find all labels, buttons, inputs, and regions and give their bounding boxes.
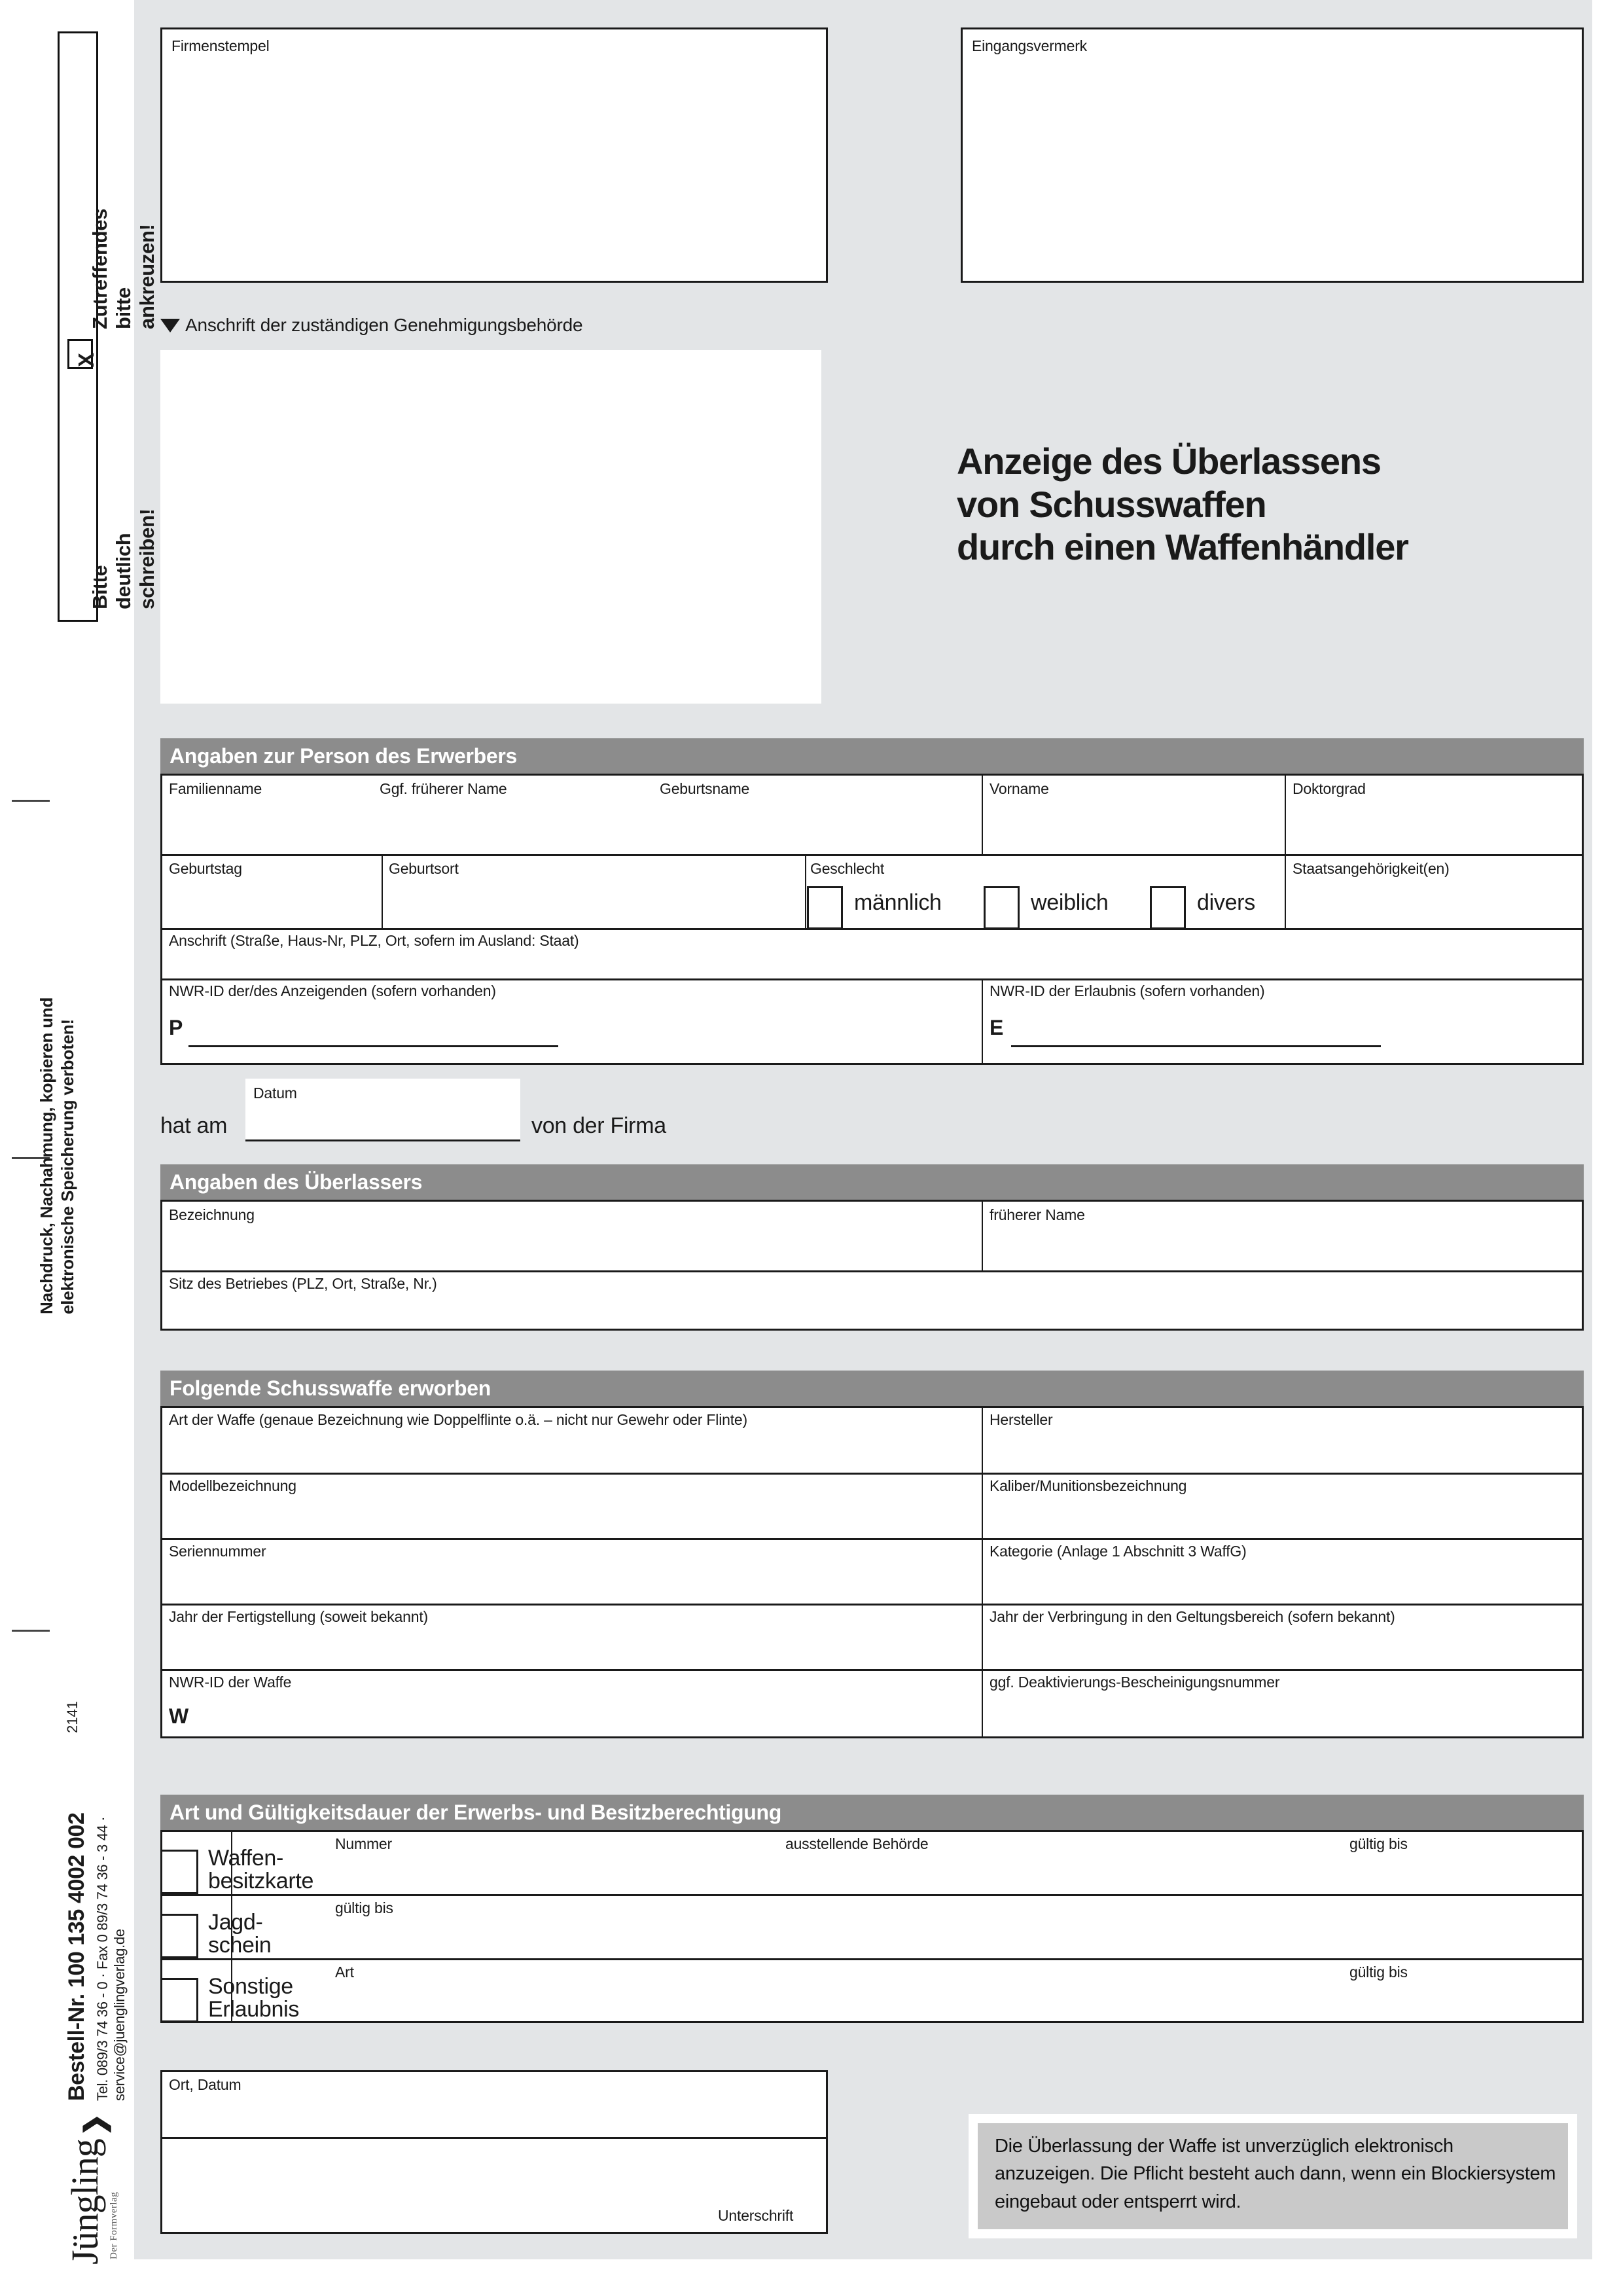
label-jahr-verbringung: Jahr der Verbringung in den Geltungsbereich (sofern bekannt) xyxy=(990,1608,1395,1625)
label-unterschrift: Unterschrift xyxy=(718,2207,794,2224)
label-sonstige-erlaubnis xyxy=(208,1975,299,2021)
x-mark-icon: X xyxy=(74,352,98,367)
label-geburtsname: Geburtsname xyxy=(660,780,750,797)
copyright-line-2: elektronische Speicherung verboten! xyxy=(57,1018,77,1314)
label-sitz-betrieb: Sitz des Betriebes (PLZ, Ort, Straße, Nr.) xyxy=(169,1275,437,1292)
label-nwr-anzeigender: NWR-ID der/des Anzeigenden (sofern vorhanden) xyxy=(169,982,496,999)
label-maennlich: männlich xyxy=(854,890,942,915)
label-weiblich: weiblich xyxy=(1031,890,1109,915)
label-datum: Datum xyxy=(253,1085,297,1102)
firmenstempel-label: Firmenstempel xyxy=(171,37,270,54)
divider-geschlecht xyxy=(805,856,806,928)
authority-address-box[interactable] xyxy=(160,350,821,704)
label-hersteller: Hersteller xyxy=(990,1411,1053,1428)
checkbox-divers[interactable] xyxy=(1150,886,1186,929)
label-kaliber: Kaliber/Munitionsbezeichnung xyxy=(990,1477,1187,1494)
label-anschrift: Anschrift (Straße, Haus-Nr, PLZ, Ort, sofern im Ausland: Staat) xyxy=(169,932,579,949)
label-ort-datum: Ort, Datum xyxy=(169,2076,241,2093)
publisher-chevron-icon: ❯ xyxy=(79,2113,110,2136)
legal-note-inner xyxy=(978,2123,1568,2229)
label-sonstige-art: Art xyxy=(335,1964,354,1981)
col-header-gueltig-bis: gültig bis xyxy=(1349,1835,1408,1852)
label-jagdschein xyxy=(208,1911,271,1957)
berechtigung-row-divider-1 xyxy=(162,1894,1582,1896)
section-header-berechtigung: Art und Gültigkeitsdauer der Erwerbs- und Besitzberechtigung xyxy=(160,1795,1584,1830)
label-hat-am: hat am xyxy=(160,1113,228,1138)
row-divider-1 xyxy=(162,854,1582,856)
label-waffenbesitzkarte-line2: besitzkarte xyxy=(208,1869,314,1894)
order-number: Bestell-Nr. 100 135 4002 002 xyxy=(64,1812,89,2101)
label-von-der-firma: von der Firma xyxy=(531,1113,666,1138)
label-sonstige-erlaubnis-line1: Sonstige xyxy=(208,1974,293,1999)
col-header-behoerde: ausstellende Behörde xyxy=(785,1835,929,1852)
publisher-logo: Jüngling xyxy=(63,2139,106,2265)
publisher-imprint xyxy=(60,1702,171,2265)
section-box-erwerber xyxy=(160,774,1584,1065)
label-divers: divers xyxy=(1197,890,1255,915)
label-seriennummer: Seriennummer xyxy=(169,1543,266,1560)
section-box-waffe xyxy=(160,1406,1584,1738)
waffe-row-divider-1 xyxy=(162,1473,1582,1475)
label-geburtstag: Geburtstag xyxy=(169,860,242,877)
copyright-notice xyxy=(37,895,78,1314)
label-frueherer-name: Ggf. früherer Name xyxy=(380,780,507,797)
fold-mark-bottom xyxy=(12,1630,50,1632)
label-jagdschein-gueltig-bis: gültig bis xyxy=(335,1899,393,1916)
label-deaktivierung: ggf. Deaktivierungs-Bescheinigungsnummer xyxy=(990,1674,1280,1691)
section-box-ueberlasser xyxy=(160,1200,1584,1331)
label-jahr-fertigstellung: Jahr der Fertigstellung (soweit bekannt) xyxy=(169,1608,428,1625)
berechtigung-row-divider-2 xyxy=(162,1958,1582,1960)
checkbox-jagdschein[interactable] xyxy=(160,1914,198,1958)
label-bezeichnung: Bezeichnung xyxy=(169,1206,255,1223)
eingangsvermerk-label: Eingangsvermerk xyxy=(972,37,1087,54)
waffe-row-divider-2 xyxy=(162,1538,1582,1540)
datum-field[interactable] xyxy=(245,1079,520,1141)
section-header-ueberlasser: Angaben des Überlassers xyxy=(160,1164,1584,1200)
waffe-row-divider-4 xyxy=(162,1669,1582,1671)
fold-mark-top xyxy=(12,800,50,802)
divider-geburtsort xyxy=(382,856,383,928)
legal-note-box xyxy=(969,2114,1577,2238)
label-nwr-erlaubnis: NWR-ID der Erlaubnis (sofern vorhanden) xyxy=(990,982,1265,999)
section-header-waffe: Folgende Schusswaffe erworben xyxy=(160,1371,1584,1406)
row-divider-2 xyxy=(162,928,1582,930)
notice-write-clearly-text: Bitte deutlich schreiben! xyxy=(88,509,158,609)
title-line-1: Anzeige des Überlassens xyxy=(957,440,1381,482)
section-header-erwerber: Angaben zur Person des Erwerbers xyxy=(160,738,1584,774)
authority-address-label: Anschrift der zuständigen Genehmigungsbehörde xyxy=(185,315,583,335)
label-familienname: Familienname xyxy=(169,780,262,797)
row-divider-3 xyxy=(162,978,1582,980)
document-title xyxy=(957,440,1585,569)
label-art-der-waffe: Art der Waffe (genaue Bezeichnung wie Doppelflinte o.ä. – nicht nur Gewehr oder Flinte) xyxy=(169,1411,747,1428)
divider-ueberlasser xyxy=(982,1202,983,1270)
label-geburtsort: Geburtsort xyxy=(389,860,459,877)
eingangsvermerk-box[interactable] xyxy=(961,27,1584,283)
col-header-nummer: Nummer xyxy=(335,1835,392,1852)
label-staatsangehoerigkeit: Staatsangehörigkeit(en) xyxy=(1293,860,1450,877)
prefix-e: E xyxy=(990,1016,1004,1039)
label-frueherer-name-ueberlasser: früherer Name xyxy=(990,1206,1085,1223)
ort-datum-field[interactable] xyxy=(162,2072,826,2135)
instruction-notice-frame xyxy=(58,31,158,622)
instruction-notice-inner xyxy=(60,33,158,624)
label-waffenbesitzkarte xyxy=(208,1847,313,1893)
label-sonstige-erlaubnis-line2: Erlaubnis xyxy=(208,1997,300,2022)
label-jagdschein-line2: schein xyxy=(208,1933,272,1958)
row-divider-ueberlasser xyxy=(162,1270,1582,1272)
label-doktorgrad: Doktorgrad xyxy=(1293,780,1366,797)
nwr-erlaubnis-input-line[interactable] xyxy=(1011,1045,1381,1047)
label-jagdschein-line1: Jagd- xyxy=(208,1910,263,1935)
waffe-row-divider-3 xyxy=(162,1604,1582,1605)
triangle-marker-icon xyxy=(160,319,180,332)
firmenstempel-box[interactable] xyxy=(160,27,828,283)
nwr-anzeigender-input-line[interactable] xyxy=(188,1045,558,1047)
label-vorname: Vorname xyxy=(990,780,1049,797)
form-code: 2141 xyxy=(64,1701,80,1733)
divider-waffe-column xyxy=(982,1408,983,1736)
divider-staatsang xyxy=(1285,856,1286,928)
label-kategorie: Kategorie (Anlage 1 Abschnitt 3 WaffG) xyxy=(990,1543,1247,1560)
divider-vorname xyxy=(982,776,983,854)
section-box-berechtigung xyxy=(160,1830,1584,2023)
publisher-tagline: Der Formverlag xyxy=(109,2191,119,2259)
checkbox-waffenbesitzkarte[interactable] xyxy=(160,1850,198,1894)
title-line-2: von Schusswaffen xyxy=(957,483,1266,525)
prefix-w: W xyxy=(169,1704,189,1728)
checkbox-maennlich[interactable] xyxy=(807,886,843,929)
prefix-p: P xyxy=(169,1016,183,1039)
copyright-line-1: Nachdruck, Nachahmung, kopieren und xyxy=(37,997,56,1314)
checkbox-sonstige-erlaubnis[interactable] xyxy=(160,1978,198,2022)
notice-x-checkbox xyxy=(67,339,98,369)
divider-nwr xyxy=(982,980,983,1063)
label-sonstige-gueltig-bis: gültig bis xyxy=(1349,1964,1408,1981)
label-modellbezeichnung: Modellbezeichnung xyxy=(169,1477,296,1494)
legal-note-text: Die Überlassung der Waffe ist unverzüglich elektronisch anzuzeigen. Die Pflicht besteht auch dann, wenn ein Blockiersystem eingebaut oder entsperrt wird. xyxy=(995,2136,1556,2212)
label-geschlecht: Geschlecht xyxy=(810,860,885,877)
label-waffenbesitzkarte-line1: Waffen- xyxy=(208,1846,284,1871)
divider-doktorgrad xyxy=(1285,776,1286,854)
checkbox-weiblich[interactable] xyxy=(984,886,1020,929)
publisher-contact: Tel. 089/3 74 36 - 0 · Fax 0 89/3 74 36 - 3 44 · service@juenglingverlag.de xyxy=(94,1816,128,2101)
label-nwr-waffe: NWR-ID der Waffe xyxy=(169,1674,292,1691)
title-line-3: durch einen Waffenhändler xyxy=(957,526,1408,568)
notice-tick-applicable-text: Zutreffendes bitte ankreuzen! xyxy=(88,208,158,329)
